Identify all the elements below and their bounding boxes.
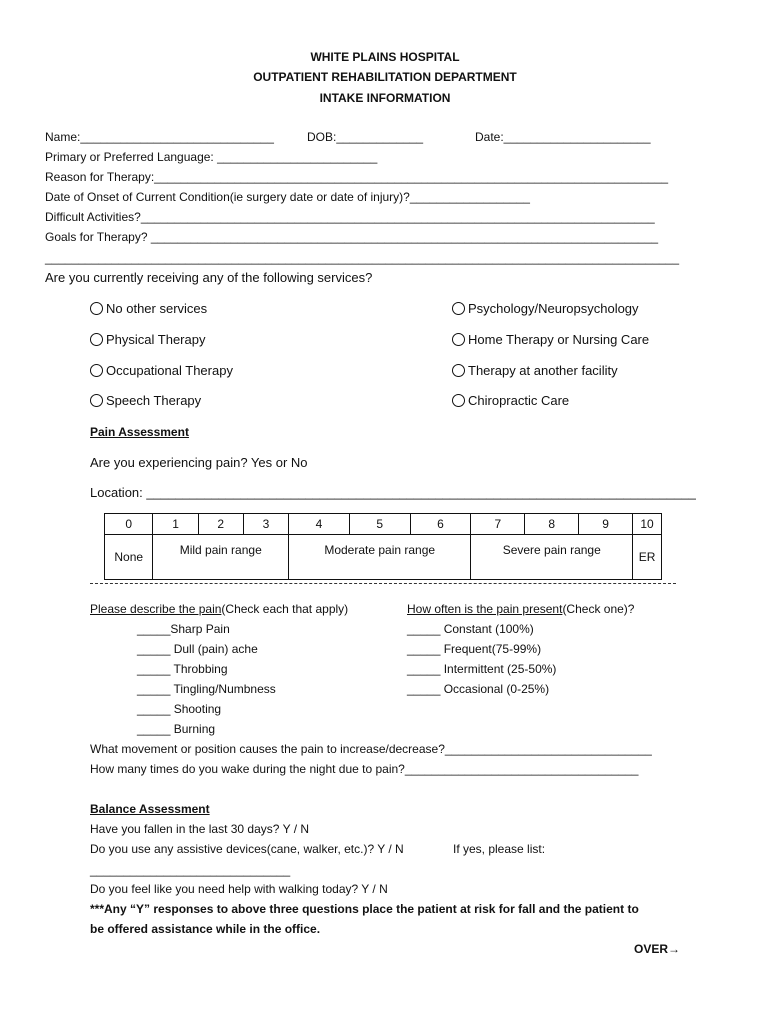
service-option-chiropractic[interactable] [452,393,569,408]
pain-frequency-option[interactable]: _____ Intermittent (25-50%) [407,662,557,676]
radio-button-icon[interactable] [90,364,103,377]
balance-assessment-heading: Balance Assessment [90,802,210,816]
service-option-no-other[interactable] [90,301,207,316]
date-field[interactable]: Date:______________________ [475,130,651,144]
service-label: Home Therapy or Nursing Care [468,332,650,347]
service-option-home-therapy[interactable] [452,332,649,347]
pain-scale-number[interactable]: 9 [579,514,633,535]
pain-range-none: None [105,535,153,580]
name-field[interactable]: Name:_____________________________ [45,130,274,144]
assistive-devices-question[interactable]: Do you use any assistive devices(cane, walker, etc.)? Y / N [90,842,404,856]
describe-pain-note: (Check each that apply) [221,602,349,616]
pain-range-severe: Severe pain range [471,535,633,580]
pain-type-option[interactable]: _____ Dull (pain) ache [137,642,258,656]
if-yes-label: If yes, please list: [453,842,546,856]
pain-type-option[interactable]: _____ Throbbing [137,662,228,676]
services-question: Are you currently receiving any of the following services? [45,270,373,285]
pain-question: Are you experiencing pain? Yes or No [90,455,308,470]
pain-scale-number[interactable]: 6 [410,514,471,535]
walking-help-question[interactable]: Do you feel like you need help with walking today? Y / N [90,882,388,896]
over-indicator: OVER→ [634,942,681,956]
form-title: INTAKE INFORMATION [319,91,451,105]
extra-line[interactable]: _______________________________________________________________________________________________ [45,251,680,265]
dashed-divider [90,583,676,584]
pain-scale-number[interactable]: 7 [471,514,525,535]
radio-button-icon[interactable] [452,302,465,315]
fall-risk-warning-line2: be offered assistance while in the office. [90,922,321,936]
pain-range-er: ER [633,535,662,580]
pain-assessment-heading: Pain Assessment [90,425,189,439]
night-wake-field[interactable]: How many times do you wake during the night due to pain?___________________________________ [90,762,639,776]
service-label: Psychology/Neuropsychology [468,301,639,316]
pain-range-moderate: Moderate pain range [289,535,471,580]
service-option-physical[interactable] [90,332,205,347]
reason-field[interactable]: Reason for Therapy:_____________________________________________________________________________ [45,170,669,184]
movement-question-field[interactable]: What movement or position causes the pain to increase/decrease?_______________________________ [90,742,652,756]
pain-scale-number[interactable]: 2 [198,514,243,535]
radio-button-icon[interactable] [90,333,103,346]
service-label: Therapy at another facility [468,363,618,378]
radio-button-icon[interactable] [90,302,103,315]
onset-field[interactable]: Date of Onset of Current Condition(ie surgery date or date of injury)?__________________ [45,190,530,204]
language-field[interactable]: Primary or Preferred Language: ________________________ [45,150,378,164]
service-label: Occupational Therapy [106,363,233,378]
pain-location-field[interactable]: Location: ____________________________________________________________________________ [90,485,696,500]
service-label: No other services [106,301,208,316]
fall-risk-warning-line1: ***Any “Y” responses to above three questions place the patient at risk for fall and the patient to [90,902,639,916]
pain-frequency-option[interactable]: _____ Occasional (0-25%) [407,682,550,696]
service-option-occupational[interactable] [90,363,233,378]
service-option-psychology[interactable] [452,301,639,316]
dob-field[interactable]: DOB:_____________ [307,130,424,144]
pain-scale-number[interactable]: 5 [349,514,410,535]
goals-field[interactable]: Goals for Therapy? ____________________________________________________________________________ [45,230,659,244]
pain-scale-number[interactable]: 4 [289,514,350,535]
service-label: Speech Therapy [106,393,202,408]
pain-frequency-option[interactable]: _____ Frequent(75-99%) [407,642,542,656]
radio-button-icon[interactable] [90,394,103,407]
radio-button-icon[interactable] [452,394,465,407]
pain-scale-table [104,513,662,580]
pain-scale-number[interactable]: 8 [525,514,579,535]
radio-button-icon[interactable] [452,364,465,377]
pain-frequency-title: How often is the pain present [407,602,563,616]
pain-type-option[interactable]: _____ Shooting [137,702,222,716]
describe-pain-title: Please describe the pain [90,602,222,616]
describe-pain-label [90,602,348,616]
pain-frequency-label [407,602,634,616]
service-label: Physical Therapy [106,332,206,347]
pain-type-option[interactable]: _____Sharp Pain [137,622,230,636]
pain-range-mild: Mild pain range [153,535,289,580]
pain-type-option[interactable]: _____ Burning [137,722,216,736]
devices-list-field[interactable]: ______________________________ [90,863,291,877]
pain-scale-number[interactable]: 1 [153,514,198,535]
department-title: OUTPATIENT REHABILITATION DEPARTMENT [253,70,517,84]
service-option-speech[interactable] [90,393,201,408]
radio-button-icon[interactable] [452,333,465,346]
difficult-activities-field[interactable]: Difficult Activities?_____________________________________________________________________________ [45,210,655,224]
pain-frequency-note: (Check one)? [562,602,635,616]
pain-frequency-option[interactable]: _____ Constant (100%) [407,622,534,636]
pain-type-option[interactable]: _____ Tingling/Numbness [137,682,276,696]
pain-scale-number[interactable]: 0 [105,514,153,535]
pain-scale-number[interactable]: 10 [633,514,662,535]
service-option-other-facility[interactable] [452,363,618,378]
hospital-title: WHITE PLAINS HOSPITAL [310,50,460,64]
fallen-question[interactable]: Have you fallen in the last 30 days? Y / N [90,822,310,836]
pain-scale-number[interactable]: 3 [243,514,288,535]
service-label: Chiropractic Care [468,393,570,408]
